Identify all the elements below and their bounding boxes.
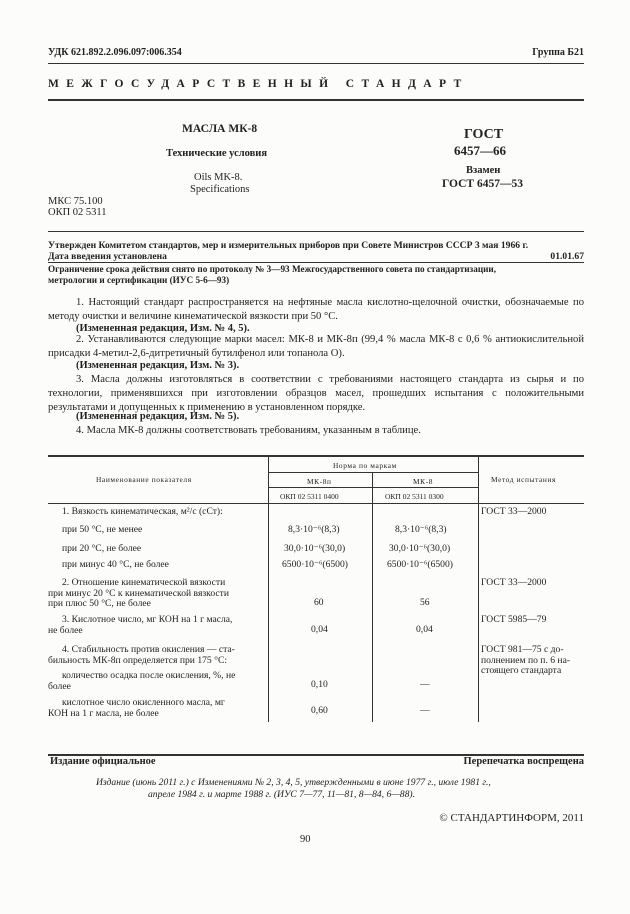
table-cell-mk8p: 6500·10⁻⁶(6500): [282, 559, 348, 570]
group-code: Группа Б21: [532, 47, 584, 58]
table-top-border: [48, 455, 584, 457]
table-row-name-line: кислотное число окисленного масла, мг: [62, 697, 225, 708]
mks-code: МКС 75.100: [48, 196, 103, 207]
table-cell-mk8p: 60: [314, 597, 324, 608]
paragraph-1-edit: (Измененная редакция, Изм. № 4, 5).: [76, 323, 250, 334]
table-header-rule: [268, 487, 479, 488]
table-row-name: [48, 644, 235, 666]
col-header-mk8p: МК-8п: [307, 477, 332, 486]
header-rule: [48, 63, 584, 64]
table-cell-mk8: —: [420, 679, 430, 690]
table-row-name-line: при плюс 50 °С, не более: [48, 598, 151, 609]
limit-note-line1: Ограничение срока действия снято по протоколу № 3—93 Межгосударственного совета по стандартизации,: [48, 264, 497, 274]
table-row-name-line: не более: [48, 624, 83, 636]
table-row-method-line: полнением по п. 6 на-: [481, 654, 571, 666]
reprint-prohibited: Перепечатка воспрещена: [463, 756, 584, 767]
table-row-name-line: КОН на 1 г масла, не более: [48, 707, 159, 719]
table-cell-mk8: 0,04: [416, 624, 433, 635]
table-row-method: ГОСТ 5985—79: [481, 614, 547, 625]
table-row-name-line: 3. Кислотное число, мг КОН на 1 г масла,: [62, 614, 233, 625]
table-row-name-line: более: [48, 680, 71, 692]
instead-number: ГОСТ 6457—53: [442, 178, 523, 190]
standard-title: МАСЛА МК-8: [182, 123, 258, 135]
okp-mk8: ОКП 02 5311 0300: [385, 492, 444, 501]
gost-label: ГОСТ: [464, 127, 504, 142]
instead-label: Взамен: [466, 165, 501, 176]
paragraph-2: 2. Устанавливаются следующие марки масел: МК-8 и МК-8п (99,4 % масла МК-8 с 0,6 % антиокислительной присадки 4-метил-2,6-дитретичный бутилфенол или топанола О).: [48, 334, 584, 360]
table-col-divider: [372, 472, 373, 722]
introduction-date-label: Дата введения установлена: [48, 251, 167, 262]
page-number: 90: [300, 834, 311, 845]
table-row-name: [48, 577, 266, 610]
copyright: © СТАНДАРТИНФОРМ, 2011: [439, 812, 584, 824]
paragraph-2-edit: (Измененная редакция, Изм. № 3).: [76, 360, 240, 371]
english-title: Oils MK-8.: [194, 172, 243, 183]
table-cell-mk8p: 0,04: [311, 624, 328, 635]
table-cell-mk8: 6500·10⁻⁶(6500): [387, 559, 453, 570]
gost-number: 6457—66: [454, 143, 506, 158]
table-col-divider: [268, 455, 269, 722]
okp-code: ОКП 02 5311: [48, 207, 107, 218]
col-header-name: Наименование показателя: [96, 475, 192, 484]
paragraph-3-edit: (Измененная редакция, Изм. № 5).: [76, 411, 240, 422]
heading-rule: [48, 99, 584, 101]
table-row-name-line: 2. Отношение кинематической вязкости: [62, 577, 226, 588]
table-header-bottom: [48, 503, 584, 504]
edition-note-line1: Издание (июнь 2011 г.) с Изменениями № 2, 3, 4, 5, утвержденными в июне 1977 г., июле 1981 г.,: [96, 777, 491, 788]
table-row-name: при минус 40 °С, не более: [62, 559, 169, 570]
table-row-name: при 20 °С, не более: [62, 543, 142, 554]
table-col-divider: [478, 455, 479, 722]
table-cell-mk8p: 30,0·10⁻⁶(30,0): [284, 543, 346, 554]
okp-mk8p: ОКП 02 5311 0400: [280, 492, 339, 501]
table-row-name-line: бильность МК-8п определяется при 175 °С:: [48, 654, 228, 666]
introduction-date: 01.01.67: [550, 251, 584, 262]
table-row-method-line: стоящего стандарта: [481, 665, 562, 676]
paragraph-4: 4. Масла МК-8 должны соответствовать требованиям, указанным в таблице.: [76, 425, 421, 436]
edition-note-line2: апреле 1984 г. и марте 1988 г. (ИУС 7—77, 11—81, 8—84, 6—88).: [148, 789, 415, 800]
standard-subtitle: Технические условия: [166, 148, 268, 159]
interstate-standard-heading: МЕЖГОСУДАРСТВЕННЫЙ СТАНДАРТ: [48, 78, 469, 90]
table-cell-mk8: 8,3·10⁻⁶(8,3): [395, 524, 447, 535]
col-header-method: Метод испытания: [491, 475, 557, 484]
table-row-method-line: ГОСТ 981—75 с до-: [481, 644, 564, 655]
table-cell-mk8: —: [420, 705, 430, 716]
paragraph-1: 1. Настоящий стандарт распространяется на нефтяные масла кислотно-щелочной очистки, обозначаемые по методу очистки и величине кинематической вязкости при 50 °С.: [48, 297, 584, 323]
table-cell-mk8p: 0,10: [311, 679, 328, 690]
col-header-norm: Норма по маркам: [333, 461, 397, 470]
approval-rule: [48, 231, 584, 232]
official-edition: Издание официальное: [50, 756, 156, 767]
date-rule: [48, 262, 584, 263]
table-row-method: [481, 645, 570, 677]
table-row-name: [48, 697, 225, 719]
udk-code: УДК 621.892.2.096.097:006.354: [48, 47, 182, 58]
table-header-rule: [268, 472, 479, 473]
table-row-name: 1. Вязкость кинематическая, м²/с (сСт):: [62, 506, 223, 517]
table-row-name: [48, 614, 233, 636]
paragraph-3: 3. Масла должны изготовляться в соответствии с требованиями настоящего стандарта из сырья и по технологии, применявшихся при изготовлении образцов масел, прошедших испытания с положительными результатами и допущенных к применению в установленном порядке.: [48, 374, 584, 414]
col-header-mk8: МК-8: [413, 477, 434, 486]
table-cell-mk8p: 0,60: [311, 705, 328, 716]
table-cell-mk8: 56: [420, 597, 430, 608]
table-row-method: ГОСТ 33—2000: [481, 506, 547, 517]
table-row-name-line: количество осадка после окисления, %, не: [62, 670, 236, 681]
table-row-name: [48, 670, 236, 692]
english-subtitle: Specifications: [190, 184, 250, 195]
approval-line: Утвержден Комитетом стандартов, мер и измерительных приборов при Совете Министров СССР 3 мая 1966 г.: [48, 240, 529, 251]
table-row-name-line: при минус 20 °С к кинематической вязкости: [48, 587, 229, 599]
table-row-name-line: 4. Стабильность против окисления — ста-: [62, 644, 235, 655]
table-row-name: при 50 °С, не менее: [62, 524, 143, 535]
table-cell-mk8p: 8,3·10⁻⁶(8,3): [288, 524, 340, 535]
table-row-method: ГОСТ 33—2000: [481, 577, 547, 588]
table-cell-mk8: 30,0·10⁻⁶(30,0): [389, 543, 451, 554]
limit-note-line2: метрологии и сертификации (ИУС 5-6—93): [48, 275, 230, 285]
